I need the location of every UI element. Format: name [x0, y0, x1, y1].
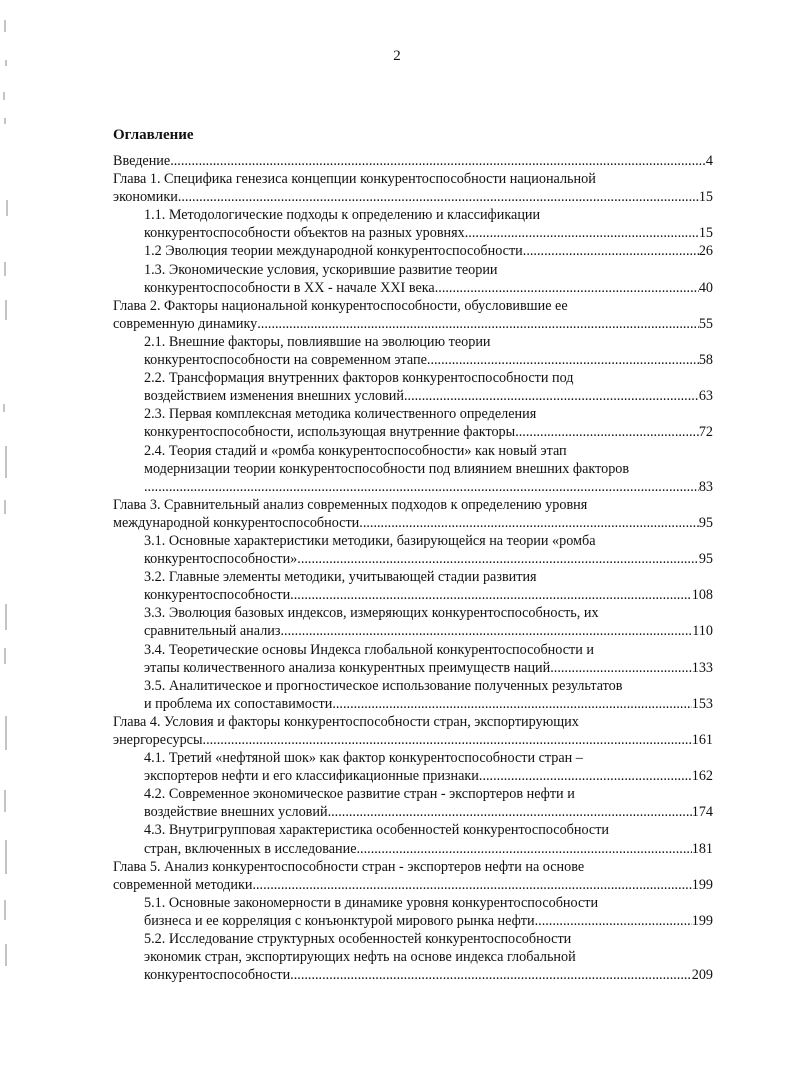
toc-entry-text: Глава 2. Факторы национальной конкурентоспособности, обусловившие ее: [113, 297, 568, 314]
toc-chapter-entry: [113, 152, 713, 170]
toc-entry-text: 5.1. Основные закономерности в динамике уровня конкурентоспособности: [144, 894, 599, 911]
toc-page-number: 63: [698, 388, 713, 405]
toc-page-number: 162: [691, 768, 713, 785]
toc-page-number: 181: [691, 840, 713, 857]
toc-dot-leader: [144, 478, 699, 496]
toc-page-number: 174: [691, 804, 713, 821]
toc-page-number: 153: [691, 695, 713, 712]
toc-page-number: 209: [691, 967, 713, 984]
toc-dot-leader: [535, 912, 692, 930]
table-of-contents: [113, 152, 713, 984]
toc-section-entry: [113, 442, 713, 496]
toc-entry-text: и проблема их сопоставимости: [144, 695, 333, 712]
toc-section-entry: [113, 242, 713, 260]
toc-entry-text: модернизации теории конкурентоспособности под влиянием внешних факторов: [144, 460, 630, 477]
toc-dot-leader: [206, 731, 692, 749]
toc-entry-text: 3.4. Теоретические основы Индекса глобальной конкурентоспособности и: [144, 641, 594, 658]
toc-page-number: 55: [698, 315, 713, 332]
toc-entry-text: конкурентоспособности, использующая внутренние факторы: [144, 424, 516, 441]
toc-page-number: 199: [691, 876, 713, 893]
toc-entry-text: Глава 1. Специфика генезиса концепции конкурентоспособности национальной: [113, 171, 596, 188]
toc-section-entry: [113, 749, 713, 785]
toc-entry-text: 2.4. Теория стадий и «ромба конкурентоспособности» как новый этап: [144, 442, 567, 459]
toc-entry-text: конкурентоспособности: [144, 967, 291, 984]
page-number: 2: [393, 48, 401, 64]
toc-dot-leader: [301, 550, 699, 568]
toc-entry-text: 2.2. Трансформация внутренних факторов конкурентоспособности под: [144, 370, 574, 387]
toc-entry-text: 1.3. Экономические условия, ускорившие развитие теории: [144, 261, 498, 278]
toc-page-number: 199: [691, 912, 713, 929]
toc-page-number: 26: [698, 243, 713, 260]
toc-entry-text: 5.2. Исследование структурных особенностей конкурентоспособности: [144, 931, 572, 948]
toc-entry-text: 1.1. Методологические подходы к определению и классификации: [144, 207, 541, 224]
toc-page-number: 40: [698, 279, 713, 296]
toc-section-entry: [113, 930, 713, 984]
toc-section-entry: [113, 333, 713, 369]
toc-chapter-entry: [113, 713, 713, 749]
toc-section-entry: [113, 604, 713, 640]
toc-entry-text: бизнеса и ее корреляция с конъюнктурой мирового рынка нефти: [144, 912, 535, 929]
toc-entry-text: конкурентоспособности: [144, 587, 291, 604]
toc-page-number: 133: [691, 659, 713, 676]
toc-entry-text: 4.2. Современное экономическое развитие стран - экспортеров нефти и: [144, 786, 575, 803]
toc-dot-leader: [181, 188, 698, 206]
toc-dot-leader: [465, 224, 699, 242]
toc-entry-text: конкурентоспособности на современном этапе: [144, 352, 427, 369]
toc-entry-text: 2.1. Внешние факторы, повлиявшие на эволюцию теории: [144, 333, 491, 350]
toc-entry-text: экспортеров нефти и его классификационные признаки.: [144, 768, 483, 785]
toc-entry-text: Глава 3. Сравнительный анализ современных подходов к определению уровня: [113, 496, 588, 513]
toc-section-entry: [113, 641, 713, 677]
toc-page-number: 95: [698, 514, 713, 531]
toc-dot-leader: [360, 840, 692, 858]
toc-entry-text: этапы количественного анализа конкурентных преимуществ наций: [144, 659, 551, 676]
toc-entry-text: 2.3. Первая комплексная методика количественного определения: [144, 406, 537, 423]
toc-entry-text: 1.2 Эволюция теории международной конкурентоспособности: [144, 243, 523, 260]
toc-dot-leader: [427, 351, 699, 369]
toc-entry-text: Глава 4. Условия и факторы конкурентоспособности стран, экспортирующих: [113, 713, 579, 730]
toc-section-entry: [113, 261, 713, 297]
toc-dot-leader: [515, 423, 699, 441]
toc-section-entry: [113, 206, 713, 242]
toc-chapter-entry: [113, 496, 713, 532]
toc-page-number: 4: [705, 153, 713, 169]
toc-dot-leader: [438, 279, 699, 297]
toc-entry-text: 4.1. Третий «нефтяной шок» как фактор конкурентоспособности стран –: [144, 750, 583, 767]
toc-title: Оглавление: [113, 127, 194, 143]
toc-entry-text: воздействие внешних условий: [144, 804, 328, 821]
toc-entry-text: экономики.: [113, 189, 182, 206]
toc-entry-text: 3.2. Главные элементы методики, учитывающей стадии развития: [144, 569, 537, 586]
toc-chapter-entry: [113, 297, 713, 333]
toc-entry-text: современной методики: [113, 876, 253, 893]
toc-dot-leader: [363, 514, 699, 532]
toc-page-number: 15: [698, 225, 713, 242]
toc-page-number: 161: [691, 732, 713, 748]
toc-section-entry: [113, 532, 713, 568]
toc-entry-text: стран, включенных в исследование.: [144, 840, 361, 857]
toc-page-number: 95: [698, 551, 713, 568]
toc-dot-leader: [170, 152, 706, 170]
toc-section-entry: [113, 405, 713, 441]
toc-entry-text: экономик стран, экспортирующих нефть на основе индекса глобальной: [144, 949, 576, 966]
toc-entry-text: сравнительный анализ: [144, 623, 281, 640]
toc-page-number: 15: [698, 189, 713, 206]
toc-page-number: 72: [698, 424, 713, 441]
toc-entry-text: конкурентоспособности в XX - начале XXI века.: [144, 279, 439, 296]
toc-page-number: 110: [692, 623, 713, 640]
toc-dot-leader: [332, 695, 691, 713]
toc-entry-text: конкурентоспособности объектов на разных уровнях: [144, 225, 465, 242]
toc-chapter-entry: [113, 170, 713, 206]
toc-section-entry: [113, 785, 713, 821]
toc-section-entry: [113, 369, 713, 405]
toc-page-number: 83: [698, 478, 713, 495]
toc-entry-text: международной конкурентоспособности.: [113, 514, 363, 531]
toc-dot-leader: [290, 966, 692, 984]
scan-margin-marks: [0, 0, 20, 1077]
toc-entry-text: Глава 5. Анализ конкурентоспособности стран - экспортеров нефти на основе: [113, 858, 585, 875]
toc-dot-leader: [328, 803, 692, 821]
toc-dot-leader: [252, 876, 691, 894]
toc-section-entry: [113, 568, 713, 604]
toc-section-entry: [113, 894, 713, 930]
toc-entry-text: Введение: [113, 153, 171, 169]
toc-chapter-entry: [113, 858, 713, 894]
toc-section-entry: [113, 821, 713, 857]
toc-dot-leader: [550, 659, 691, 677]
toc-dot-leader: [257, 315, 699, 333]
toc-page-number: 58: [698, 352, 713, 369]
toc-page-number: 108: [691, 587, 713, 604]
toc-entry-text: 3.5. Аналитическое и прогностическое использование полученных результатов: [144, 677, 623, 694]
toc-dot-leader: [290, 586, 692, 604]
toc-dot-leader: [482, 767, 691, 785]
toc-entry-text: 3.3. Эволюция базовых индексов, измеряющих конкурентоспособность, их: [144, 605, 599, 622]
toc-entry-text: энергоресурсы.: [113, 732, 207, 748]
toc-dot-leader: [523, 242, 699, 260]
toc-entry-text: конкурентоспособности».: [144, 551, 301, 568]
toc-entry-text: воздействием изменения внешних условий: [144, 388, 404, 405]
toc-dot-leader: [280, 622, 692, 640]
toc-entry-text: 3.1. Основные характеристики методики, базирующейся на теории «ромба: [144, 532, 596, 549]
toc-entry-text: 4.3. Внутригрупповая характеристика особенностей конкурентоспособности: [144, 822, 610, 839]
toc-entry-text: современную динамику: [113, 315, 258, 332]
toc-section-entry: [113, 677, 713, 713]
toc-dot-leader: [404, 387, 699, 405]
